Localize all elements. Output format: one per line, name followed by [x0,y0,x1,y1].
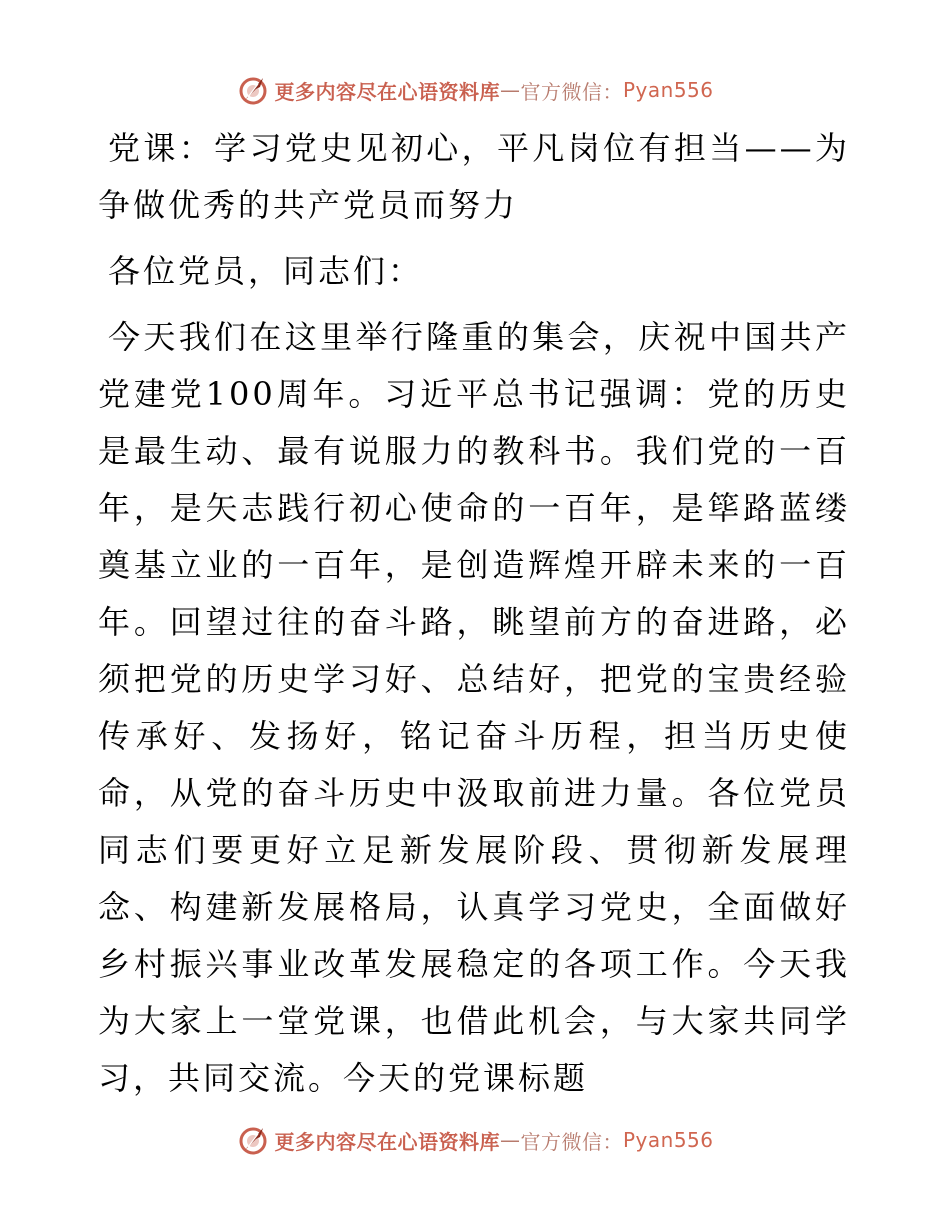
paragraph-1: 今天我们在这里举行隆重的集会，庆祝中国共产党建党100周年。习近平总书记强调：党的历史是最生动、最有说服力的教科书。我们党的一百年，是矢志践行初心使命的一百年，是筚路蓝缕奠基立业的一百年，是创造辉煌开辟未来的一百年。回望过往的奋斗路，眺望前方的奋进路，必须把党的历史学习好、总结好，把党的宝贵经验传承好、发扬好，铭记奋斗历程，担当历史使命，从党的奋斗历史中汲取前进力量。各位党员同志们要更好立足新发展阶段、贯彻新发展理念、构建新发展格局，认真学习党史，全面做好乡村振兴事业改革发展稳定的各项工作。今天我为大家上一堂党课，也借此机会，与大家共同学习，共同交流。今天的党课标题 [98,318,850,1097]
quill-pen-logo-icon [236,73,270,107]
footer-banner [0,1120,950,1160]
banner-wechat-label: 官方微信： [520,1129,623,1154]
document-title: 党课：学习党史见初心，平凡岗位有担当——为争做优秀的共产党员而努力 [98,129,850,224]
banner-wechat-id: Pyan556 [622,1128,714,1152]
banner-dash: — [499,1128,521,1152]
document-body [98,120,850,1116]
quill-pen-logo-icon [236,1123,270,1157]
banner-wechat-id: Pyan556 [622,78,714,102]
banner-wechat-label: 官方微信： [520,79,623,104]
header-banner [0,70,950,110]
banner-main-text: 更多内容尽在心语资料库 [274,79,500,104]
salutation: 各位党员，同志们： [108,252,424,290]
banner-main-text: 更多内容尽在心语资料库 [274,1129,500,1154]
banner-dash: — [499,78,521,102]
